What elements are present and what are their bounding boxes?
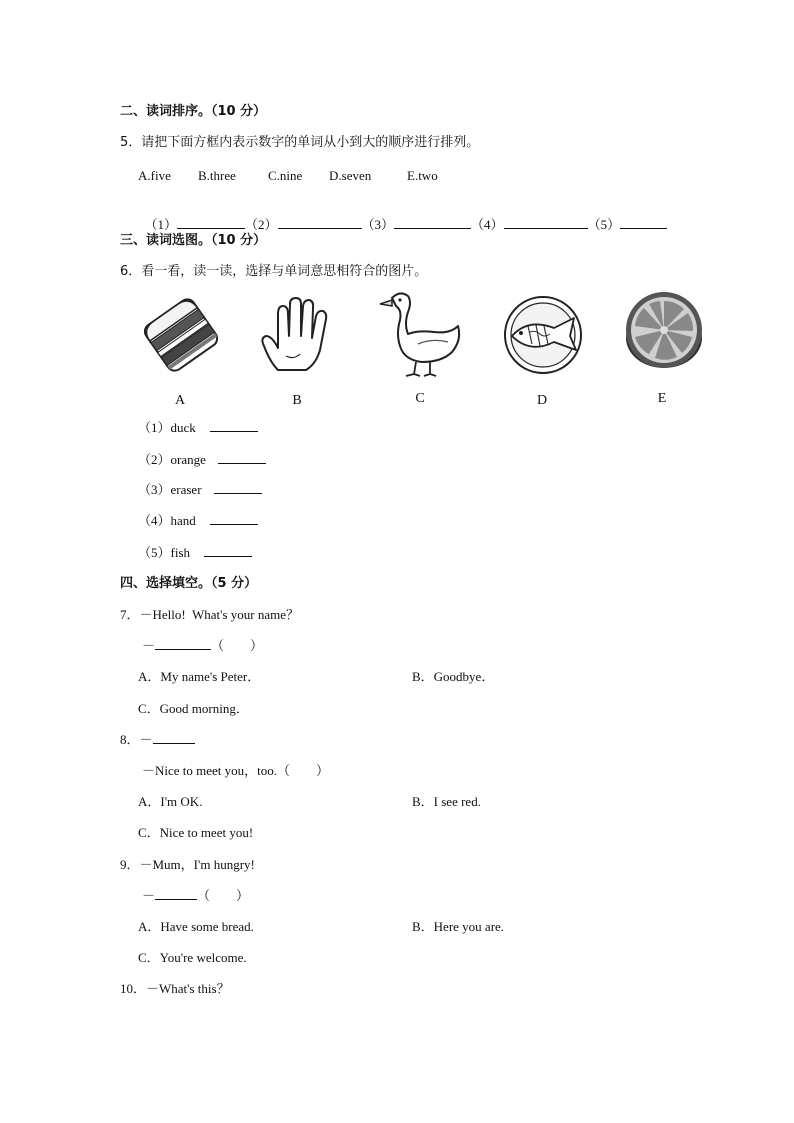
q5-answer-blank-1[interactable] (177, 217, 245, 229)
q7-answer-row (142, 638, 263, 654)
q10-prompt: 10．－What's this？ (120, 981, 230, 996)
section-4-title: 四、选择填空。（5 分） (120, 576, 258, 591)
q6-item-5 (138, 545, 252, 561)
q9-answer-row (142, 888, 249, 904)
q9-answer-blank[interactable] (155, 888, 197, 900)
dash: － (142, 638, 156, 653)
q9-prompt: 9．－Mum，I'm hungry! (120, 857, 255, 872)
q6-item-label: （3）eraser (138, 482, 202, 497)
q7-option-b: B．Goodbye． (412, 669, 495, 684)
orange-slice-icon (622, 290, 706, 374)
q5-blank-label-2: （2） (245, 217, 278, 232)
q6-answer-blank-1[interactable] (210, 420, 258, 432)
q7-option-a: A．My name's Peter． (138, 669, 261, 684)
section-2-title: 二、读词排序。（10 分） (120, 104, 267, 119)
q6-answer-blank-4[interactable] (210, 513, 258, 525)
picture-letter-d: D (536, 393, 548, 408)
duck-icon (378, 290, 466, 378)
q7-option-c: C．Good morning． (138, 701, 249, 716)
picture-letter-c: C (415, 391, 425, 406)
section-3-title: 三、读词选图。（10 分） (120, 233, 267, 248)
q6-item-label: （4）hand (138, 513, 196, 528)
eraser-icon (138, 292, 224, 378)
q8-prompt-text: 8．－ (120, 732, 153, 747)
q5-answer-blank-5[interactable] (620, 217, 667, 229)
q6-item-4 (138, 513, 258, 529)
q6-item-1 (138, 420, 258, 436)
q5-option-c: C.nine (268, 168, 303, 183)
q9-option-b: B．Here you are. (412, 919, 505, 934)
q8-option-c: C．Nice to meet you! (138, 825, 254, 840)
q5-answer-blank-4[interactable] (504, 217, 588, 229)
q8-option-a: A．I'm OK. (138, 794, 203, 809)
q8-answer-blank[interactable] (153, 732, 195, 744)
q6-answer-blank-5[interactable] (204, 545, 252, 557)
q8-reply: －Nice to meet you，too.（ ） (142, 763, 330, 778)
picture-letter-a: A (174, 393, 186, 408)
q8-prompt (120, 732, 195, 748)
picture-letter-b: B (292, 393, 302, 408)
q5-answer-blank-2[interactable] (278, 217, 362, 229)
q6-item-2 (138, 452, 266, 468)
q5-blank-label-3: （3） (361, 217, 395, 232)
paren: （ ） (211, 638, 264, 653)
fish-plate-icon (500, 292, 586, 378)
q5-blank-label-1: （1） (144, 217, 178, 232)
q6-item-label: （1）duck (138, 420, 196, 435)
q5-blank-label-5: （5） (587, 217, 621, 232)
q6-item-label: （2）orange (138, 452, 206, 467)
q5-blank-label-4: （4） (471, 217, 504, 232)
q6-item-label: （5）fish (138, 545, 191, 560)
q8-option-b: B．I see red. (412, 794, 481, 809)
q5-prompt: 5．请把下面方框内表示数字的单词从小到大的顺序进行排列。 (120, 135, 480, 150)
q5-option-d: D.seven (329, 168, 372, 183)
dash: － (142, 888, 156, 903)
q5-option-b: B.three (198, 168, 236, 183)
q6-answer-blank-2[interactable] (218, 452, 266, 464)
q6-prompt: 6．看一看，读一读，选择与单词意思相符合的图片。 (120, 264, 428, 279)
q9-option-a: A．Have some bread. (138, 919, 254, 934)
q6-answer-blank-3[interactable] (214, 482, 262, 494)
picture-letter-e: E (657, 391, 667, 406)
q5-blank-row (138, 201, 667, 233)
q5-option-e: E.two (407, 168, 438, 183)
q7-answer-blank[interactable] (155, 638, 211, 650)
q5-answer-blank-3[interactable] (394, 217, 471, 229)
q9-option-c: C．You're welcome. (138, 950, 247, 965)
q6-item-3 (138, 482, 262, 498)
q7-prompt: 7．－Hello! What's your name？ (120, 607, 300, 622)
paren: （ ） (197, 888, 250, 903)
q5-option-a: A.five (138, 168, 171, 183)
hand-icon (256, 296, 338, 376)
